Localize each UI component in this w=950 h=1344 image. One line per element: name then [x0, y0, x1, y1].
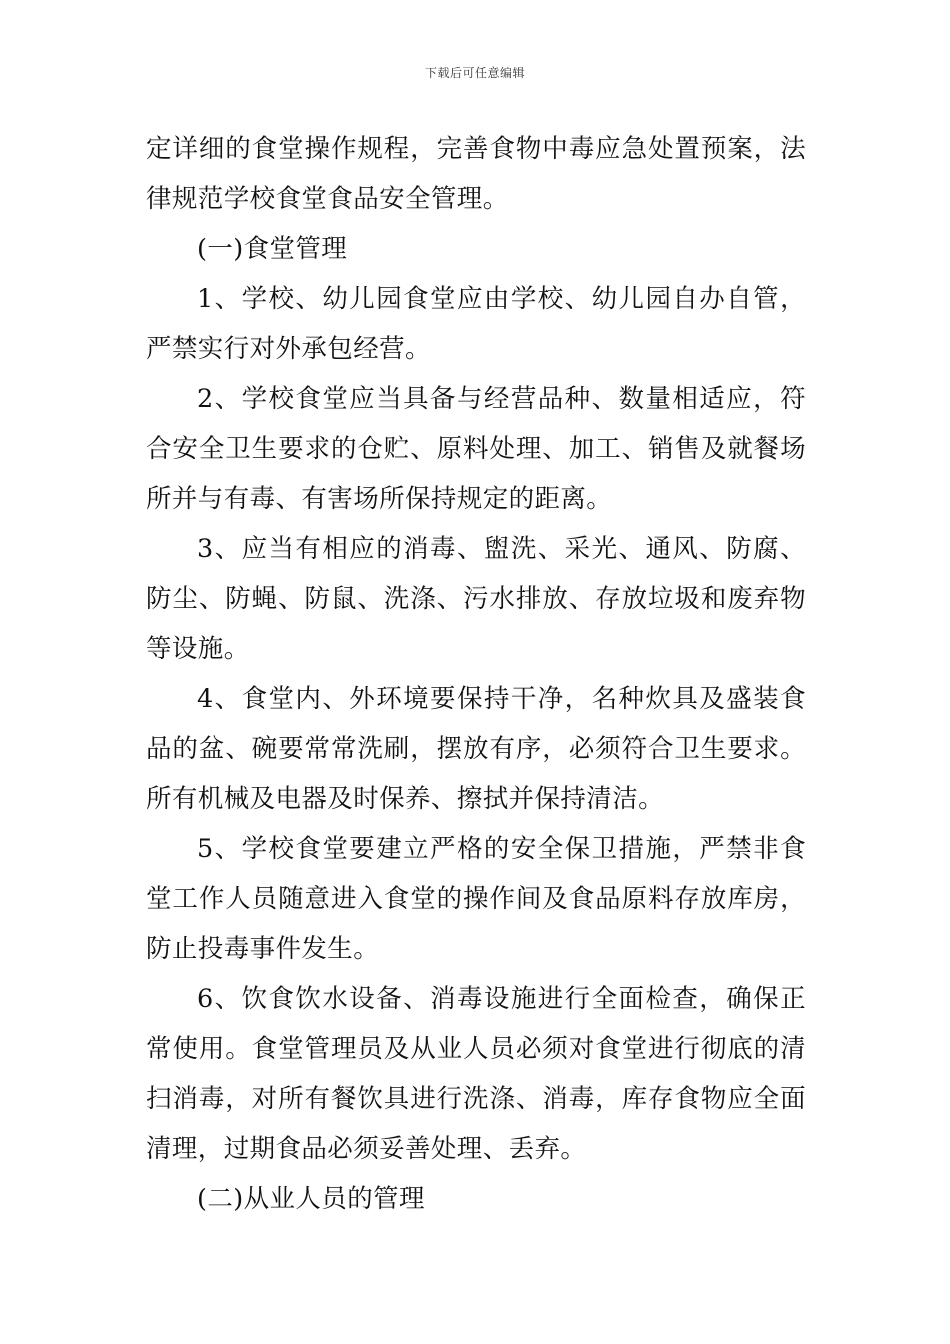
paragraph-continuation: 定详细的食堂操作规程，完善食物中毒应急处置预案，法律规范学校食堂食品安全管理。	[146, 134, 806, 214]
paragraph-item-3: 3、应当有相应的消毒、盥洗、采光、通风、防腐、防尘、防蝇、防鼠、洗涤、污水排放、存放垃圾和废弃物等设施。	[146, 534, 806, 664]
section-heading-canteen-management: (一)食堂管理	[197, 234, 348, 264]
page-header: 下载后可任意编辑	[424, 66, 525, 80]
paragraph-item-2: 2、学校食堂应当具备与经营品种、数量相适应，符合安全卫生要求的仓贮、原料处理、加工、销售及就餐场所并与有毒、有害场所保持规定的距离。	[146, 384, 806, 514]
paragraph-item-4: 4、食堂内、外环境要保持干净，名种炊具及盛装食品的盆、碗要常常洗刷，摆放有序，必须符合卫生要求。所有机械及电器及时保养、擦拭并保持清洁。	[146, 684, 806, 814]
document-body	[146, 124, 806, 1224]
paragraph-item-6: 6、饮食饮水设备、消毒设施进行全面检查，确保正常使用。食堂管理员及从业人员必须对食堂进行彻底的清扫消毒，对所有餐饮具进行洗涤、消毒，库存食物应全面清理，过期食品必须妥善处理、丢弃。	[146, 984, 806, 1164]
paragraph-item-5: 5、学校食堂要建立严格的安全保卫措施，严禁非食堂工作人员随意进入食堂的操作间及食品原料存放库房，防止投毒事件发生。	[146, 834, 806, 964]
section-heading-staff-management: (二)从业人员的管理	[197, 1184, 425, 1214]
paragraph-item-1: 1、学校、幼儿园食堂应由学校、幼儿园自办自管，严禁实行对外承包经营。	[146, 284, 806, 364]
